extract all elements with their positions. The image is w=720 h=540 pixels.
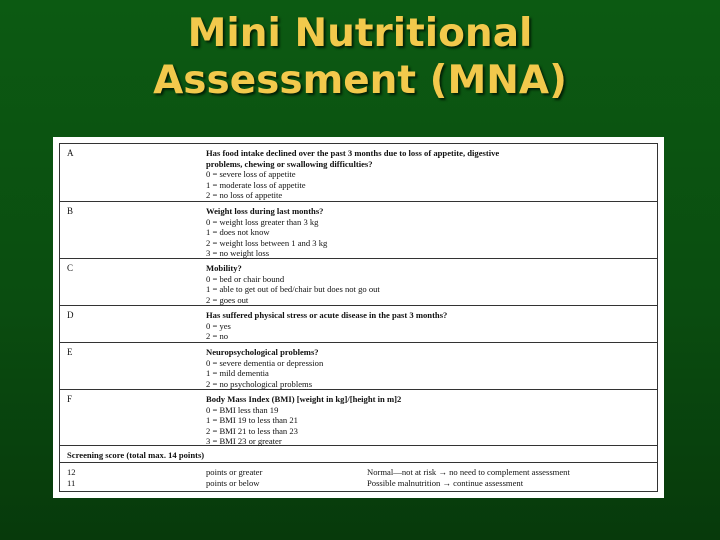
answer-option: 2 = no loss of appetite [206, 190, 283, 200]
screening-interpretation: Normal—not at risk → no need to complement assessment [367, 467, 570, 477]
row-content [206, 394, 401, 447]
row-content [206, 148, 499, 201]
answer-option: 2 = weight loss between 1 and 3 kg [206, 237, 328, 248]
table-row-a [60, 144, 657, 202]
answer-option: 0 = weight loss greater than 3 kg [206, 216, 319, 227]
row-letter: C [67, 263, 74, 273]
answer-option: 1 = BMI 19 to less than 21 [206, 415, 298, 425]
answer-option: 1 = does not know [206, 227, 270, 237]
screening-label: Screening score (total max. 14 points) [67, 450, 205, 460]
mna-table [59, 143, 658, 492]
row-letter: A [67, 148, 74, 158]
answer-option: 1 = able to get out of bed/chair but does not go out [206, 284, 380, 294]
row-content [206, 310, 447, 342]
mna-sheet [53, 137, 664, 498]
question-line: Has suffered physical stress or acute disease in the past 3 months? [206, 310, 448, 320]
answer-option: 0 = bed or chair bound [206, 273, 285, 284]
answer-option: 0 = severe loss of appetite [206, 169, 296, 179]
answer-option: 0 = severe dementia or depression [206, 357, 324, 368]
answer-option: 3 = BMI 23 or greater [206, 436, 282, 446]
answer-option: 2 = no psychological problems [206, 378, 313, 389]
screening-score: 11 [67, 478, 76, 488]
screening-score: 12 [67, 467, 76, 477]
answer-option: 0 = yes [206, 320, 231, 331]
table-row-b [60, 202, 657, 259]
question-line: Neuropsychological problems? [206, 347, 319, 357]
row-letter: D [67, 310, 74, 320]
screening-condition: points or below [206, 478, 260, 488]
answer-option: 2 = BMI 21 to less than 23 [206, 425, 298, 436]
table-row-f [60, 390, 657, 446]
row-letter: E [67, 347, 73, 357]
question-line: problems, chewing or swallowing difficulties? [206, 158, 373, 169]
question-line: Body Mass Index (BMI) [weight in kg]/[height in m]2 [206, 394, 402, 404]
question-line: Weight loss during last months? [206, 206, 324, 216]
answer-option: 2 = no [206, 331, 229, 341]
question-line: Has food intake declined over the past 3 months due to loss of appetite, digestive [206, 148, 500, 158]
slide-title [0, 10, 720, 104]
table-row-c [60, 259, 657, 306]
row-content [206, 263, 380, 305]
row-content [206, 347, 323, 389]
slide-title-line-1: Mini Nutritional [187, 11, 533, 56]
slide-title-line-2: Assessment (MNA) [153, 58, 567, 103]
screening-condition: points or greater [206, 467, 263, 477]
table-row-d [60, 306, 657, 343]
row-content [206, 206, 327, 259]
row-letter: B [67, 206, 74, 216]
screening-header-row [60, 446, 657, 463]
answer-option: 1 = moderate loss of appetite [206, 179, 306, 190]
question-line: Mobility? [206, 263, 242, 273]
answer-option: 0 = BMI less than 19 [206, 404, 279, 415]
row-letter: F [67, 394, 73, 404]
screening-interpretation: Possible malnutrition → continue assessment [367, 478, 524, 488]
answer-option: 2 = goes out [206, 294, 249, 305]
answer-option: 1 = mild dementia [206, 368, 269, 378]
answer-option: 3 = no weight loss [206, 248, 270, 258]
table-row-e [60, 343, 657, 390]
